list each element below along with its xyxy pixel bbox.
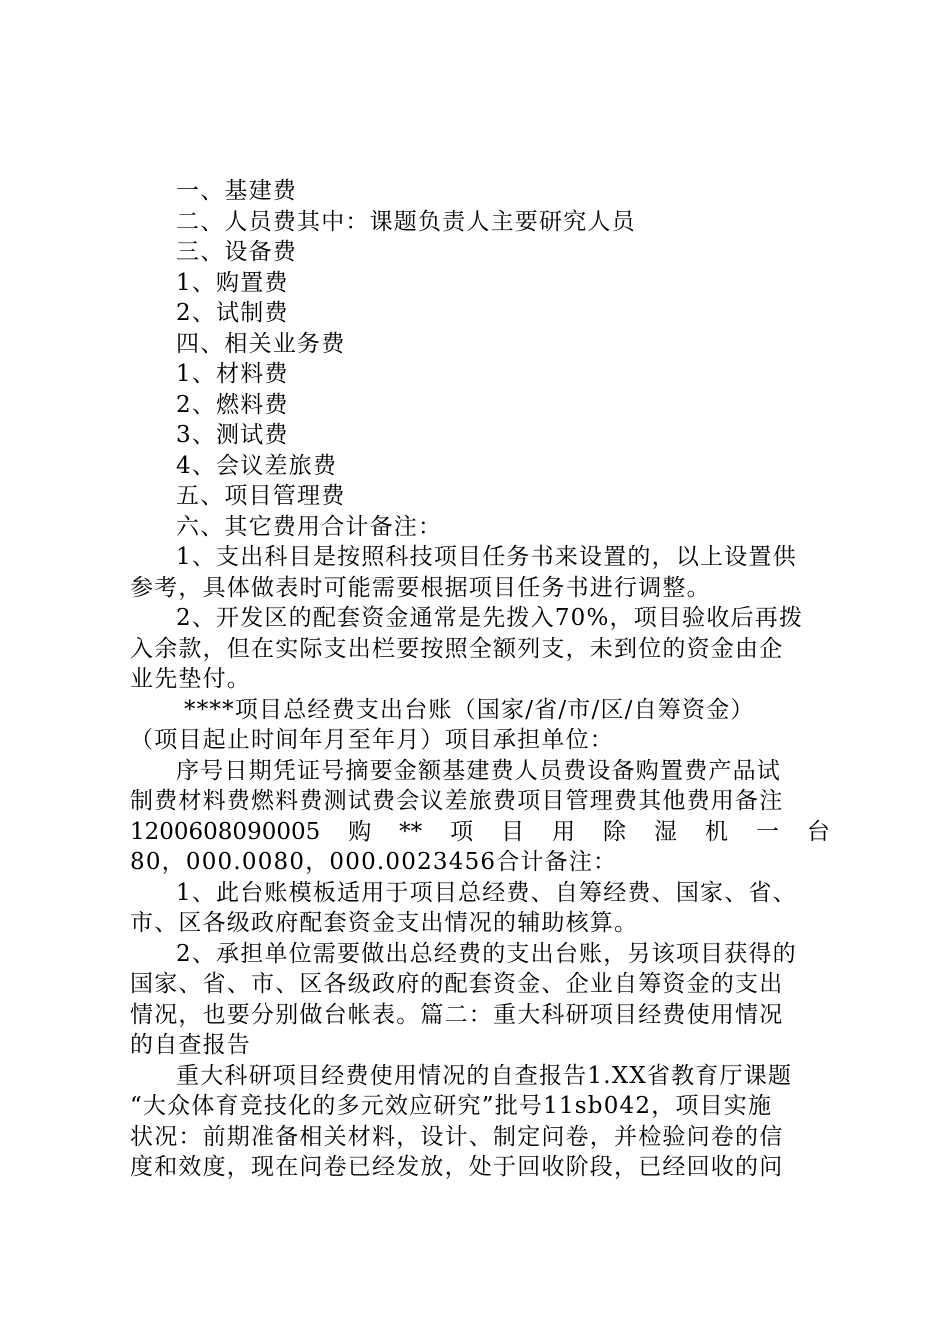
ledger-header-line: 制费材料费燃料费测试费会议差旅费项目管理费其他费用备注	[130, 788, 784, 814]
ledger-note-line: 国家、省、市、区各级政府的配套资金、企业自筹资金的支出	[130, 971, 784, 997]
item-material-fees: 1、材料费	[176, 361, 289, 387]
ledger-note-line: 1、此台账模板适用于项目总经费、自筹经费、国家、省、	[176, 879, 797, 906]
note-paragraph-line: 2、开发区的配套资金通常是先拨入70%，项目验收后再拨	[176, 605, 804, 631]
ledger-note-line: 市、区各级政府配套资金支出情况的辅助核算。	[130, 910, 639, 936]
ledger-entry-token: 项	[450, 818, 474, 845]
ledger-entry-token: **	[399, 818, 423, 845]
ledger-header-line: 序号日期凭证号摘要金额基建费人员费设备购置费产品试	[176, 757, 781, 784]
ledger-title: ****项目总经费支出台账（国家/省/市/区/自筹资金）	[184, 696, 755, 723]
ledger-entry-token: 除	[603, 818, 627, 845]
report-paragraph-line: “大众体育竞技化的多元效应研究”批号11sb042，项目实施	[130, 1093, 773, 1119]
ledger-entry-line	[130, 817, 830, 848]
item-trial-production-fees: 2、试制费	[176, 300, 289, 326]
heading-project-management-fees: 五、项目管理费	[176, 483, 346, 509]
ledger-entry-token: 购	[348, 818, 372, 845]
item-fuel-fees: 2、燃料费	[176, 391, 289, 418]
ledger-note-line: 2、承担单位需要做出总经费的支出台账，另该项目获得的	[176, 940, 797, 967]
ledger-entry-token: 湿	[654, 818, 678, 845]
heading-equipment-fees: 三、设备费	[176, 239, 297, 265]
ledger-subtitle: （项目起止时间年月至年月）项目承担单位：	[130, 727, 614, 753]
ledger-entry-token: 一	[755, 818, 779, 845]
note-paragraph-line: 1、支出科目是按照科技项目任务书来设置的，以上设置供	[176, 544, 797, 570]
heading-personnel-fees: 二、人员费其中：课题负责人主要研究人员	[176, 208, 636, 235]
ledger-amount-line: 80，000.0080，000.0023456合计备注：	[130, 849, 618, 875]
item-testing-fees: 3、测试费	[176, 422, 289, 448]
note-paragraph-line: 入余款，但在实际支出栏要按照全额列支，未到位的资金由企	[130, 635, 784, 662]
ledger-note-line: 的自查报告	[130, 1032, 251, 1058]
ledger-note-line: 情况，也要分别做台帐表。篇二：重大科研项目经费使用情况	[130, 1001, 784, 1028]
ledger-entry-token: 用	[552, 818, 576, 845]
heading-related-business-fees: 四、相关业务费	[176, 330, 346, 357]
item-meeting-travel-fees: 4、会议差旅费	[176, 452, 338, 479]
ledger-entry-token: 台	[806, 818, 830, 845]
ledger-entry-token: 机	[704, 818, 728, 845]
report-paragraph-line: 重大科研项目经费使用情况的自查报告1.XX省教育厅课题	[176, 1062, 793, 1089]
document-page	[130, 176, 830, 1183]
report-paragraph-line: 状况：前期准备相关材料，设计、制定问卷，并检验问卷的信	[130, 1123, 784, 1150]
item-purchase-fees: 1、购置费	[176, 269, 289, 296]
note-paragraph-line: 业先垫付。	[130, 666, 251, 692]
ledger-entry-token: 1200608090005	[130, 818, 321, 845]
heading-other-fees-notes: 六、其它费用合计备注：	[176, 513, 443, 540]
report-paragraph-line: 度和效度，现在问卷已经发放，处于回收阶段，已经回收的问	[130, 1154, 784, 1180]
ledger-entry-token: 目	[501, 818, 525, 845]
note-paragraph-line: 参考，具体做表时可能需要根据项目任务书进行调整。	[130, 574, 711, 601]
heading-capital-construction: 一、基建费	[176, 178, 297, 204]
